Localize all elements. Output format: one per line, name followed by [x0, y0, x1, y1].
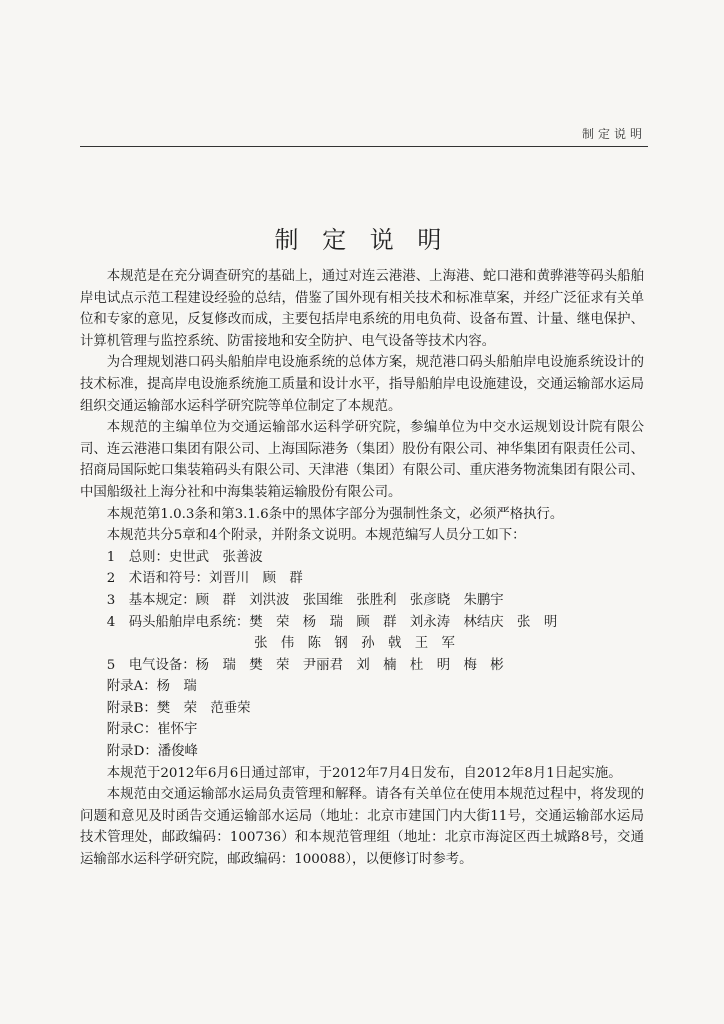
appendix-author-line: 附录D：潘俊峰 [106, 744, 198, 760]
running-header: 制定说明 [581, 127, 646, 141]
paragraph-mandatory: 本规范第1.0.3条和第3.1.6条中的黑体字部分为强制性条文，必须严格执行。 [106, 506, 564, 522]
paragraph-editors: 本规范的主编单位为交通运输部水运科学研究院，参编单位为中交水运规划设计院有限公司、连云港港口集团有限公司、上海国际港务（集团）股份有限公司、神华集团有限责任公司、招商局国际蛇口集装箱码头有限公司、天津港（集团）有限公司、重庆港务物流集团有限公司、中国船级社上海分社和中海集装箱运输股份有限公司。 [80, 420, 644, 500]
appendix-author-line: 附录A：杨 瑞 [106, 679, 197, 695]
paragraph-structure: 本规范共分5章和4个附录，并附条文说明。本规范编写人员分工如下： [106, 528, 526, 544]
author-line: 4 码头船舶岸电系统：樊 荣 杨 瑞 顾 群 刘永涛 林结庆 张 明 [106, 614, 558, 630]
paragraph-contact: 本规范由交通运输部水运局负责管理和解释。请各有关单位在使用本规范过程中，将发现的问题和意见及时函告交通运输部水运局（地址：北京市建国门内大街11号，交通运输部水运局技术管理处，邮政编码：100736）和本规范管理组（地址：北京市海淀区西土城路8号，交通运输部水运科学研究院，邮政编码：100088），以便修订时参考。 [80, 787, 644, 868]
author-line: 3 基本规定：顾 群 刘洪波 张国维 张胜利 张彦晓 朱鹏宇 [106, 592, 504, 608]
appendix-author-line: 附录B：樊 荣 范垂荣 [106, 700, 251, 716]
appendix-author-line: 附录C：崔怀宇 [106, 722, 198, 738]
author-line: 5 电气设备：杨 瑞 樊 荣 尹丽君 刘 楠 杜 明 梅 彬 [106, 657, 504, 673]
author-line: 1 总则：史世武 张善波 [106, 549, 263, 565]
author-line-continued: 张 伟 陈 钢 孙 戟 王 军 [106, 636, 455, 652]
paragraph-intro: 本规范是在充分调查研究的基础上，通过对连云港港、上海港、蛇口港和黄骅港等码头船舶岸电试点示范工程建设经验的总结，借鉴了国外现有相关技术和标准草案，并经广泛征求有关单位和专家的意见，反复修改而成，主要包括岸电系统的用电负荷、设备布置、计量、继电保护、计算机管理与监控系统、防雷接地和安全防护、电气设备等技术内容。 [80, 269, 644, 349]
page-title: 制 定 说 明 [274, 226, 450, 254]
paragraph-purpose: 为合理规划港口码头船舶岸电设施系统的总体方案，规范港口码头船舶岸电设施系统设计的技术标准，提高岸电设施系统施工质量和设计水平，指导船舶岸电设施建设，交通运输部水运局组织交通运输部水运科学研究院等单位制定了本规范。 [80, 355, 644, 414]
header-rule [80, 146, 648, 147]
author-line: 2 术语和符号：刘晋川 顾 群 [106, 571, 303, 587]
body-text [80, 266, 644, 871]
paragraph-dates: 本规范于2012年6月6日通过部审，于2012年7月4日发布，自2012年8月1日起实施。 [106, 765, 622, 781]
